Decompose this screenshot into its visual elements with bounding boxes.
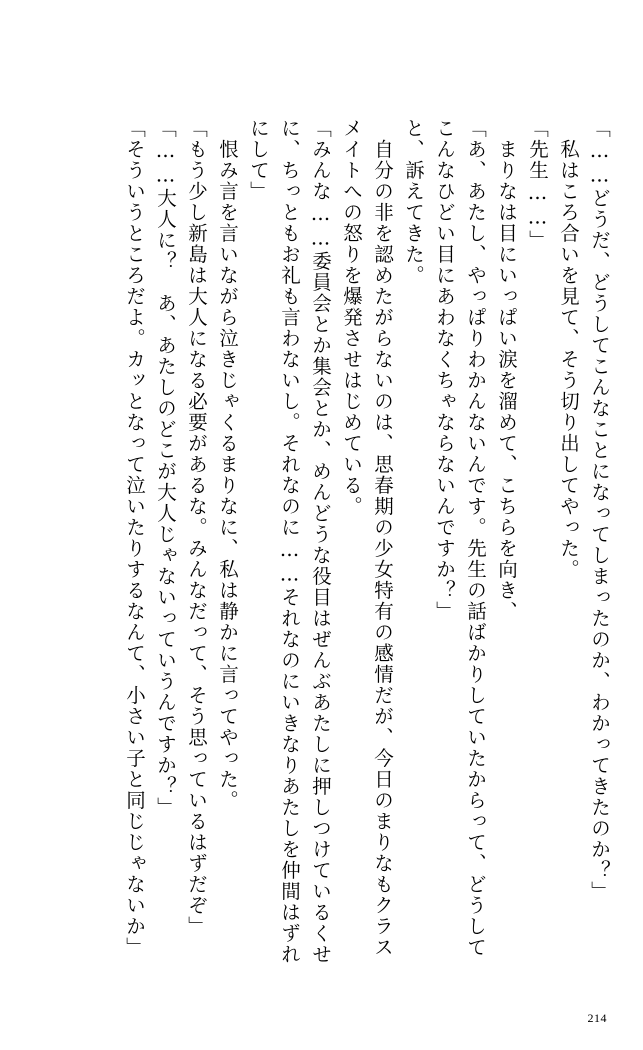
text-line: 「……どうだ、どうしてこんなことになってしまったのか、わかってきたのか？」 bbox=[588, 118, 611, 902]
text-line: 私はころ合いを見て、そう切り出してやった。 bbox=[557, 118, 580, 580]
text-line: 自分の非を認めたがらないのは、思春期の少女特有の感情だが、今日のまりなもクラス bbox=[371, 118, 394, 958]
text-line: こんなひどい目にあわなくちゃならないんですか？」 bbox=[433, 118, 456, 622]
text-line: 「……大人に？ あ、あたしのどこが大人じゃないっていうんですか？」 bbox=[154, 118, 177, 818]
text-line: 「みんな……委員会とか集会とか、めんどうな役目はぜんぶあたしに押しつけているくせ bbox=[309, 118, 332, 965]
text-line: 恨み言を言いながら泣きじゃくるまりなに、私は静かに言ってやった。 bbox=[216, 118, 239, 811]
text-line: 「そういうところだよ。カッとなって泣いたりするなんて、小さい子と同じじゃないか」 bbox=[123, 118, 146, 958]
vertical-text-body bbox=[52, 118, 609, 988]
text-line: まりなは目にいっぱい涙を溜めて、こちらを向き、 bbox=[495, 118, 518, 622]
text-line: と、訴えてきた。 bbox=[402, 118, 425, 286]
text-line: メイトへの怒りを爆発させはじめている。 bbox=[340, 118, 363, 517]
text-line: 「あ、あたし、やっぱりわかんないんです。先生の話ばかりしていたからって、どうして bbox=[464, 118, 487, 958]
text-line: 「先生……」 bbox=[526, 118, 549, 251]
page-number: 214 bbox=[587, 1011, 607, 1025]
text-line: に、ちっともお礼も言わないし。それなのに……それなのにいきなりあたしを仲間はずれ bbox=[278, 118, 301, 965]
text-line: 「もう少し新島は大人になる必要があるな。みんなだって、そう思っているはずだぞ」 bbox=[185, 118, 208, 937]
text-line: にして」 bbox=[247, 118, 270, 202]
